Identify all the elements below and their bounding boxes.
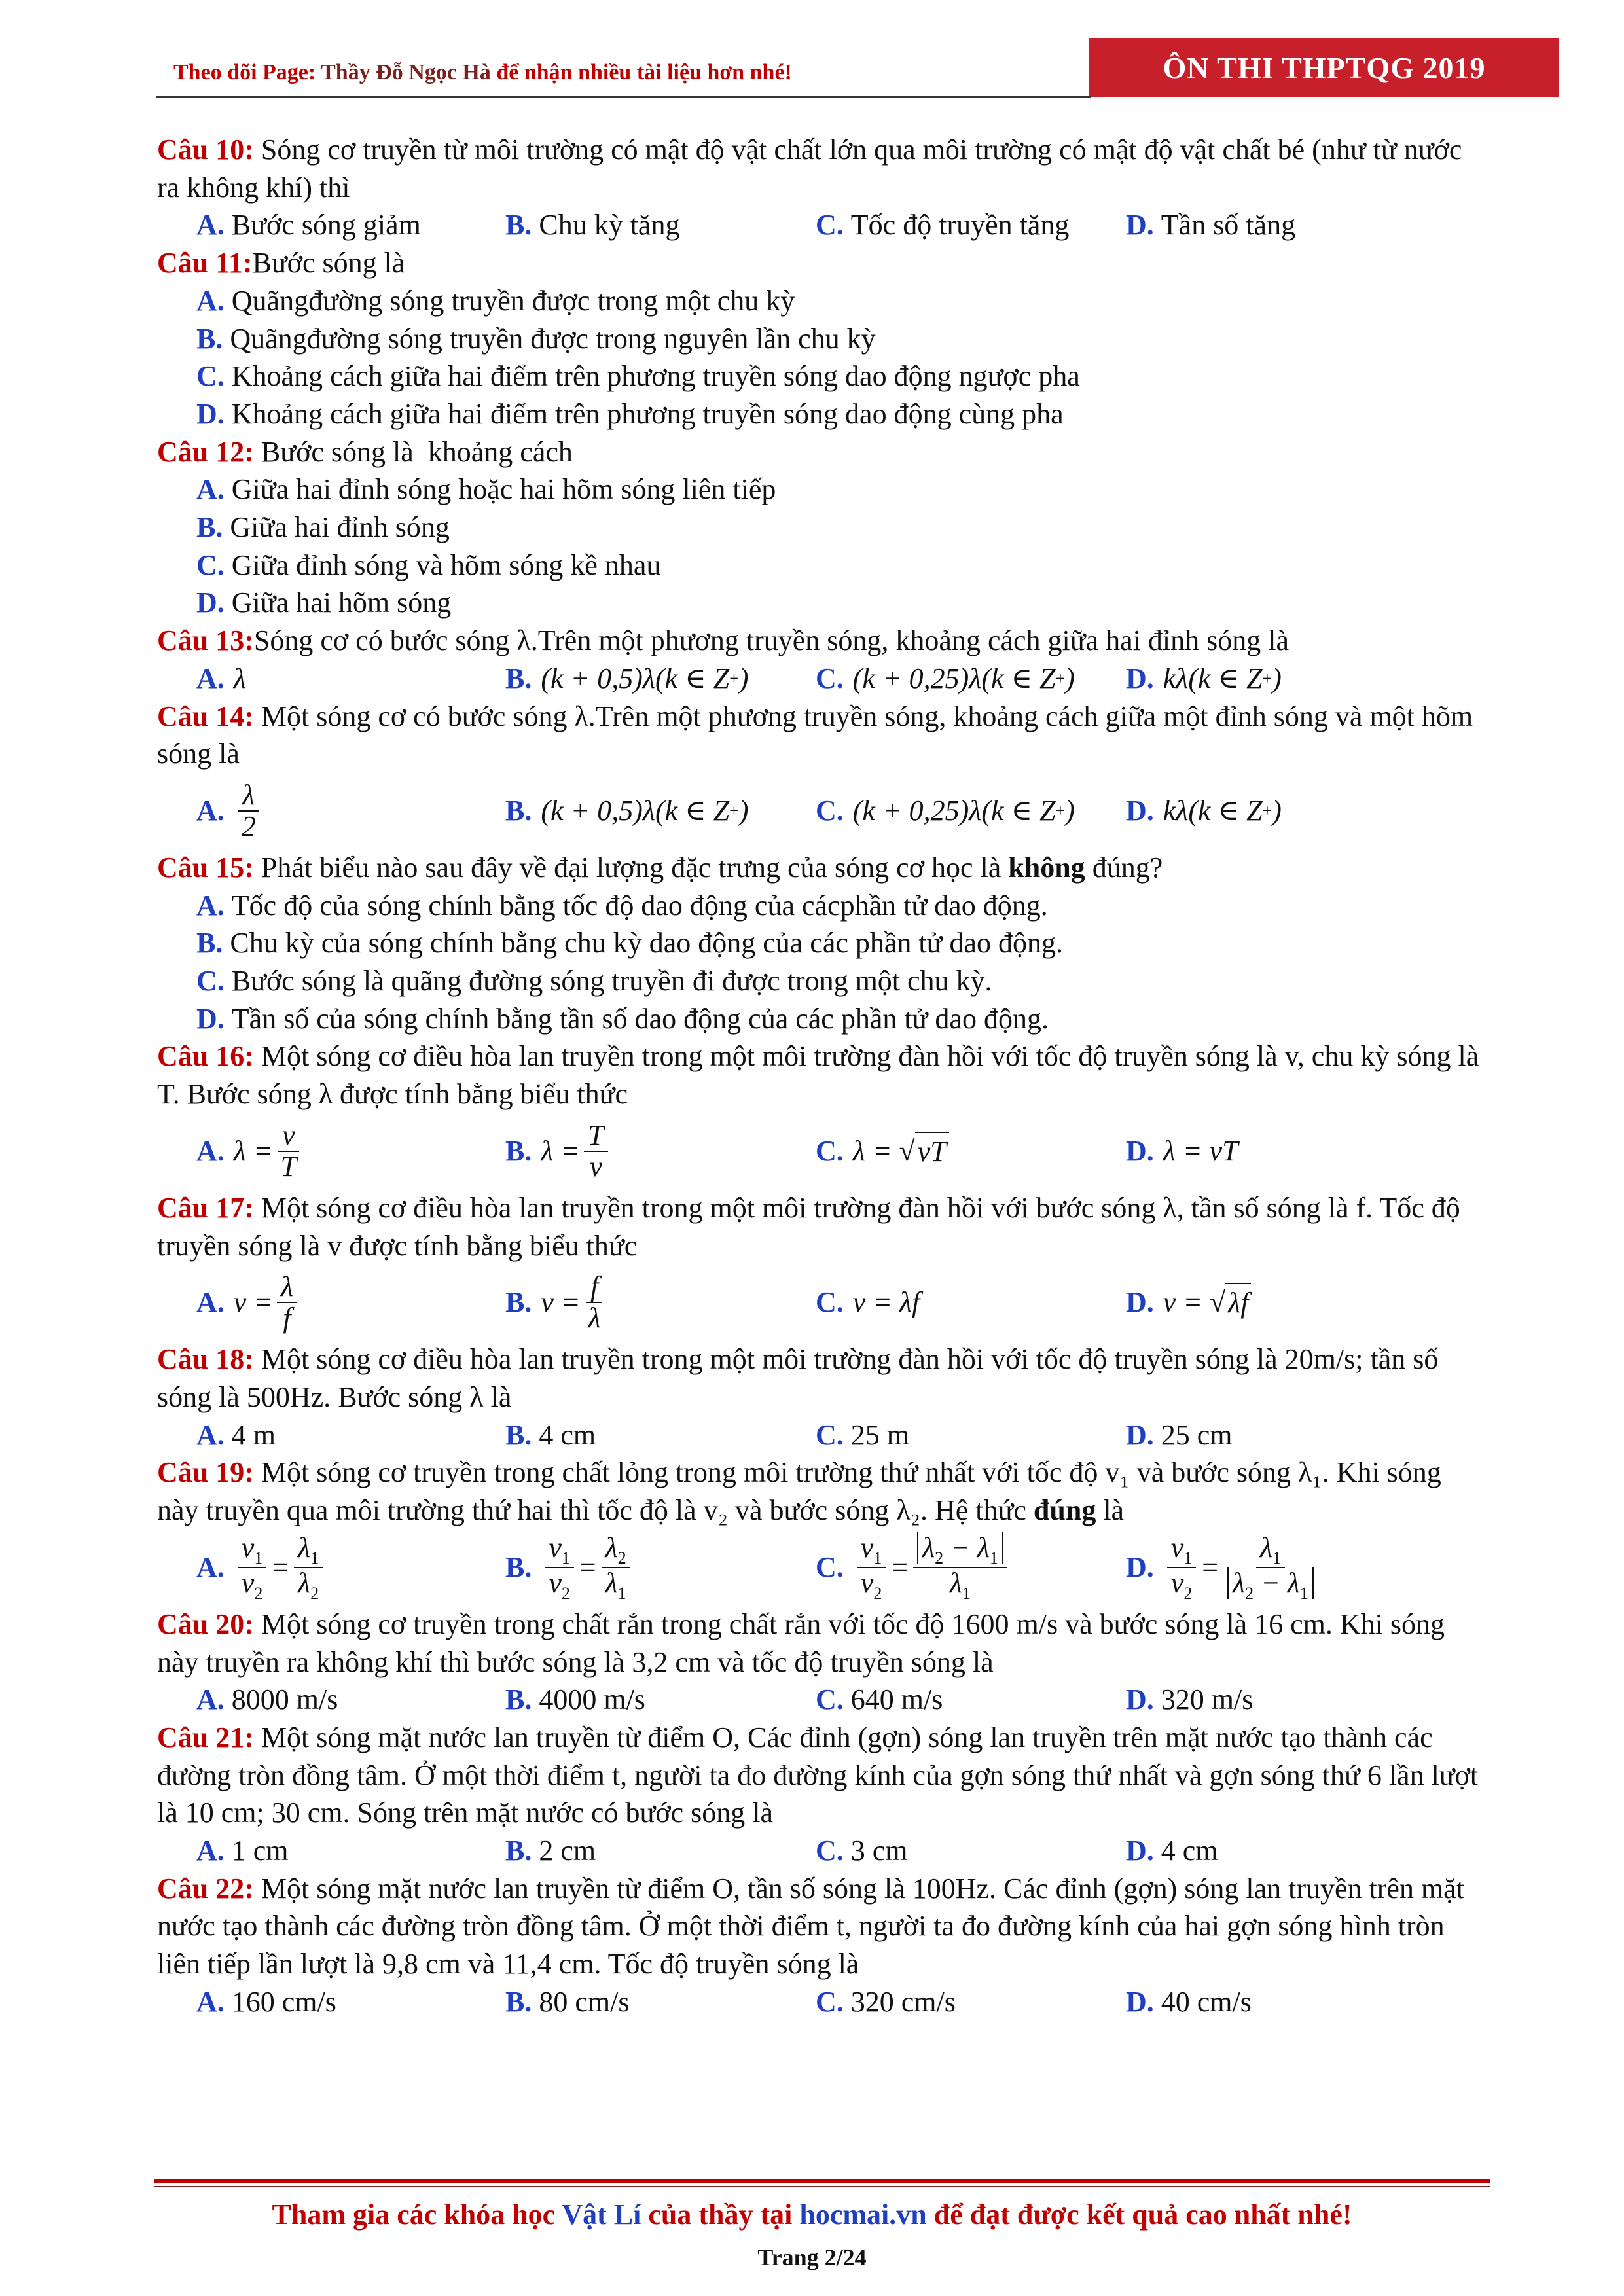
- fraction: $\frac{\lambda_1}{\lambda_2 - \lambda_1}$: [1223, 1533, 1318, 1603]
- q22-option-a[interactable]: 160 cm/s: [231, 1985, 336, 2018]
- q10-option-b[interactable]: Chu kỳ tăng: [539, 209, 680, 242]
- header-teacher-name: Thầy Đỗ Ngọc Hà: [321, 60, 491, 84]
- q18-option-b[interactable]: 4 cm: [539, 1418, 596, 1451]
- header-divider: [156, 96, 1091, 98]
- question-21: Câu 21: Một sóng mặt nước lan truyền từ điểm O, Các đỉnh (gợn) sóng lan truyền trên mặt nước tạo thành các đường tròn đồng tâm. Ở một thời điểm t, người ta đo đường kính của gợn sóng thứ nhất và gợn sóng thứ 6 lần lượt là 10 cm; 30 cm. Sóng trên mặt nước có bước sóng là: [157, 1721, 1479, 1829]
- question-18: Câu 18: Một sóng cơ điều hòa lan truyền trong một môi trường đàn hồi với tốc độ truyền sóng là 20m/s; tần số sóng là 500Hz. Bước sóng λ là: [157, 1343, 1439, 1413]
- q11-option-b[interactable]: B. Quãngđường sóng truyền được trong nguyên lần chu kỳ: [196, 322, 876, 355]
- q17-option-d[interactable]: v = √ λf: [1163, 1283, 1252, 1322]
- q15-option-c[interactable]: C. Bước sóng là quãng đường sóng truyền đi được trong một chu kỳ.: [196, 965, 992, 997]
- q19-option-b[interactable]: $\frac{v_1}{v_2}$ = $\frac{\lambda_2}{\lambda_1}$: [541, 1533, 634, 1603]
- header-link[interactable]: [173, 60, 792, 85]
- q19-option-d[interactable]: $\frac{v_1}{v_2}$ = $\frac{\lambda_1}{\lambda_2 - \lambda_1}$: [1163, 1533, 1322, 1603]
- q11-option-d[interactable]: D. Khoảng cách giữa hai điểm trên phương truyền sóng dao động cùng pha: [196, 397, 1064, 430]
- question-19: Câu 19: Một sóng cơ truyền trong chất lỏng trong môi trường thứ nhất với tốc độ v₁ và bước sóng λ₁. Khi sóng này truyền qua môi trường thứ hai thì tốc độ là v₂ và bước sóng λ₂. Hệ thức đúng là: [157, 1456, 1441, 1527]
- fraction: $\frac{f}{\lambda}$: [585, 1272, 605, 1333]
- fraction: $\frac{\lambda_2 - \lambda_1}{\lambda_1}$: [913, 1533, 1007, 1603]
- question-21-options: A. 1 cm B. 2 cm C. 3 cm D. 4 cm: [157, 1832, 1479, 1870]
- q19-option-c[interactable]: $\frac{v_1}{v_2}$ = $\frac{\lambda_2 - \lambda_1}{\lambda_1}$: [853, 1533, 1011, 1603]
- fraction: $\frac{\lambda}{f}$: [277, 1272, 297, 1333]
- question-17: Câu 17: Một sóng cơ điều hòa lan truyền trong một môi trường đàn hồi với bước sóng λ, tần số sóng là f. Tốc độ truyền sóng là v được tính bằng biểu thức: [157, 1191, 1460, 1262]
- q12-option-d[interactable]: D. Giữa hai hõm sóng: [196, 586, 452, 619]
- page-number: Trang 2/24: [757, 2244, 867, 2270]
- question-13: Câu 13: Sóng cơ có bước sóng λ.Trên một phương truyền sóng, khoảng cách giữa hai đỉnh sóng là: [157, 624, 1289, 657]
- question-11: Câu 11: Bước sóng là: [157, 247, 405, 279]
- q16-option-c[interactable]: λ = √ vT: [853, 1132, 949, 1171]
- header-badge: ÔN THI THPTQG 2019: [1089, 38, 1559, 97]
- q21-option-b[interactable]: 2 cm: [539, 1835, 596, 1867]
- question-14-options: A. $\frac{\lambda}{2}$ B. (k + 0,5)λ(k ∈ Z + ) C. (k + 0,25)λ(k ∈ Z + ) D. kλ(k ∈ Z + ): [196, 778, 1282, 842]
- question-12: Câu 12: Bước sóng là khoảng cách: [157, 435, 573, 468]
- question-16: Câu 16: Một sóng cơ điều hòa lan truyền trong một môi trường đàn hồi với tốc độ truyền sóng là v, chu kỳ sóng là T. Bước sóng λ được tính bằng biểu thức: [157, 1040, 1479, 1111]
- q11-option-a[interactable]: A. Quãngđường sóng truyền được trong một chu kỳ: [196, 284, 795, 317]
- q22-option-d[interactable]: 40 cm/s: [1161, 1985, 1252, 2018]
- fraction: $\frac{\lambda_1}{\lambda_2}$: [294, 1533, 323, 1603]
- fraction: $\frac{v_1}{v_2}$: [1167, 1533, 1197, 1603]
- q11-option-c[interactable]: C. Khoảng cách giữa hai điểm trên phương truyền sóng dao động ngược pha: [196, 360, 1080, 393]
- footer-promo[interactable]: Tham gia các khóa học Vật Lí của thầy tại hocmai.vn để đạt được kết quả cao nhất nhé!: [272, 2198, 1352, 2231]
- q20-option-b[interactable]: 4000 m/s: [539, 1683, 645, 1716]
- fraction: $\frac{\lambda}{2}$: [238, 780, 260, 842]
- footer-site-link[interactable]: hocmai.vn: [799, 2198, 927, 2231]
- q17-option-b[interactable]: v = $\frac{f}{\lambda}$: [541, 1272, 608, 1333]
- q22-option-b[interactable]: 80 cm/s: [539, 1985, 630, 2018]
- q14-option-b[interactable]: (k + 0,5)λ(k ∈ Z + ): [541, 795, 749, 827]
- question-17-options: A. v = $\frac{\lambda}{f}$ B. v = $\frac{f}{\lambda}$ C. v = λf D. v = √ λf: [157, 1265, 1479, 1340]
- fraction: $\frac{v}{T}$: [277, 1121, 300, 1182]
- header-suffix: để nhận nhiều tài liệu hơn nhé!: [490, 60, 792, 84]
- header-prefix: Theo dõi Page:: [173, 60, 321, 84]
- fraction: $\frac{v_1}{v_2}$: [545, 1533, 574, 1603]
- q15-option-b[interactable]: B. Chu kỳ của sóng chính bằng chu kỳ dao động của các phần tử dao động.: [196, 927, 1064, 960]
- q13-option-c[interactable]: (k + 0,25)λ(k ∈ Z + ): [852, 662, 1075, 694]
- q10-option-c[interactable]: Tốc độ truyền tăng: [850, 209, 1070, 242]
- q21-option-a[interactable]: 1 cm: [231, 1835, 289, 1867]
- q18-option-d[interactable]: 25 cm: [1161, 1418, 1233, 1451]
- q15-option-d[interactable]: D. Tần số của sóng chính bằng tần số dao động của các phần tử dao động.: [196, 1002, 1049, 1035]
- question-18-options: A. 4 m B. 4 cm C. 25 m D. 25 cm: [157, 1416, 1479, 1454]
- q14-option-a[interactable]: [234, 780, 264, 842]
- footer-divider-thin: [154, 2186, 1490, 2187]
- q13-option-b[interactable]: (k + 0,5)λ(k ∈ Z + ): [541, 662, 749, 694]
- question-list: [157, 131, 1479, 2021]
- fraction: $\frac{v_1}{v_2}$: [857, 1533, 886, 1603]
- q15-option-a[interactable]: A. Tốc độ của sóng chính bằng tốc độ dao động của cácphần tử dao động.: [196, 889, 1048, 922]
- question-16-options: A. λ = $\frac{v}{T}$ B. λ = $\frac{T}{v}$ C. λ = √ vT D. λ = vT: [196, 1119, 1238, 1183]
- q13-option-a[interactable]: λ: [233, 662, 246, 694]
- q21-option-d[interactable]: 4 cm: [1161, 1835, 1218, 1867]
- q16-option-d[interactable]: λ = vT: [1163, 1135, 1238, 1168]
- question-20: Câu 20: Một sóng cơ truyền trong chất rắn trong chất rắn với tốc độ 1600 m/s và bước sóng là 16 cm. Khi sóng này truyền ra không khí thì bước sóng là 3,2 cm và tốc độ truyền sóng là: [157, 1607, 1445, 1678]
- question-10: Câu 10: Sóng cơ truyền từ môi trường có mật độ vật chất lớn qua môi trường có mật độ vật chất bé (như từ nước ra không khí) thì: [157, 134, 1462, 204]
- q16-option-a[interactable]: λ = $\frac{v}{T}$: [234, 1121, 304, 1182]
- q16-option-b[interactable]: λ = $\frac{T}{v}$: [541, 1121, 611, 1182]
- q19-option-a[interactable]: $\frac{v_1}{v_2}$ = $\frac{\lambda_1}{\lambda_2}$: [234, 1533, 327, 1603]
- q12-option-c[interactable]: C. Giữa đỉnh sóng và hõm sóng kề nhau: [196, 548, 661, 581]
- q17-option-c[interactable]: v = λf: [852, 1286, 920, 1319]
- q12-option-b[interactable]: B. Giữa hai đỉnh sóng: [196, 511, 450, 544]
- fraction: $\frac{T}{v}$: [584, 1121, 607, 1182]
- q20-option-d[interactable]: 320 m/s: [1161, 1683, 1254, 1716]
- fraction: $\frac{\lambda_2}{\lambda_1}$: [602, 1533, 630, 1603]
- q13-option-d[interactable]: kλ(k ∈ Z + ): [1163, 662, 1282, 694]
- question-19-options: A. $\frac{v_1}{v_2}$ = $\frac{\lambda_1}{\lambda_2}$ B. $\frac{v_1}{v_2}$ = $\frac{\lambda_2}{\lambda_1}$ C. $\frac{v_1}{v_2}$ = $\frac{\lambda_2 - \lambda_1}{\lambda_1}$ D. $\frac{v_1}{v_2}$ = $\frac{\lambda_1}{\lambda_2 - \lambda_1}$: [157, 1530, 1479, 1605]
- q21-option-c[interactable]: 3 cm: [850, 1835, 908, 1867]
- question-22: Câu 22: Một sóng mặt nước lan truyền từ điểm O, tần số sóng là 100Hz. Các đỉnh (gợn) sóng lan truyền trên mặt nước tạo thành các đường tròn đồng tâm. Ở một thời điểm t, người ta đo đường kính của hai gợn sóng hình tròn liên tiếp lần lượt là 9,8 cm và 11,4 cm. Tốc độ truyền sóng là: [157, 1872, 1464, 1981]
- q22-option-c[interactable]: 320 cm/s: [850, 1985, 956, 2018]
- question-15: Câu 15: Phát biểu nào sau đây về đại lượng đặc trưng của sóng cơ học là không đúng?: [157, 851, 1163, 884]
- question-20-options: A. 8000 m/s B. 4000 m/s C. 640 m/s D. 320 m/s: [157, 1681, 1479, 1719]
- q18-option-c[interactable]: 25 m: [850, 1418, 910, 1451]
- q10-option-a[interactable]: Bước sóng giảm: [231, 209, 421, 242]
- question-14: Câu 14: Một sóng cơ có bước sóng λ.Trên một phương truyền sóng, khoảng cách giữa một đỉnh sóng và một hõm sóng là: [157, 700, 1473, 770]
- question-22-options: A. 160 cm/s B. 80 cm/s C. 320 cm/s D. 40 cm/s: [157, 1983, 1479, 2021]
- question-13-options: A. λ B. (k + 0,5)λ(k ∈ Z + ) C. (k + 0,25)λ(k ∈ Z + ) D. kλ(k ∈ Z + ): [157, 660, 1479, 698]
- q20-option-c[interactable]: 640 m/s: [850, 1683, 943, 1716]
- q18-option-a[interactable]: 4 m: [231, 1418, 276, 1451]
- footer-divider: [154, 2179, 1490, 2183]
- fraction: $\frac{v_1}{v_2}$: [238, 1533, 267, 1603]
- q12-option-a[interactable]: A. Giữa hai đỉnh sóng hoặc hai hõm sóng liên tiếp: [196, 473, 776, 506]
- q17-option-a[interactable]: v = $\frac{\lambda}{f}$: [234, 1272, 301, 1333]
- question-10-options: A. Bước sóng giảm B. Chu kỳ tăng C. Tốc độ truyền tăng D. Tần số tăng: [157, 206, 1479, 244]
- q14-option-d[interactable]: kλ(k ∈ Z + ): [1163, 795, 1282, 827]
- q14-option-c[interactable]: (k + 0,25)λ(k ∈ Z + ): [852, 795, 1075, 827]
- q10-option-d[interactable]: Tần số tăng: [1161, 209, 1296, 242]
- q20-option-a[interactable]: 8000 m/s: [231, 1683, 338, 1716]
